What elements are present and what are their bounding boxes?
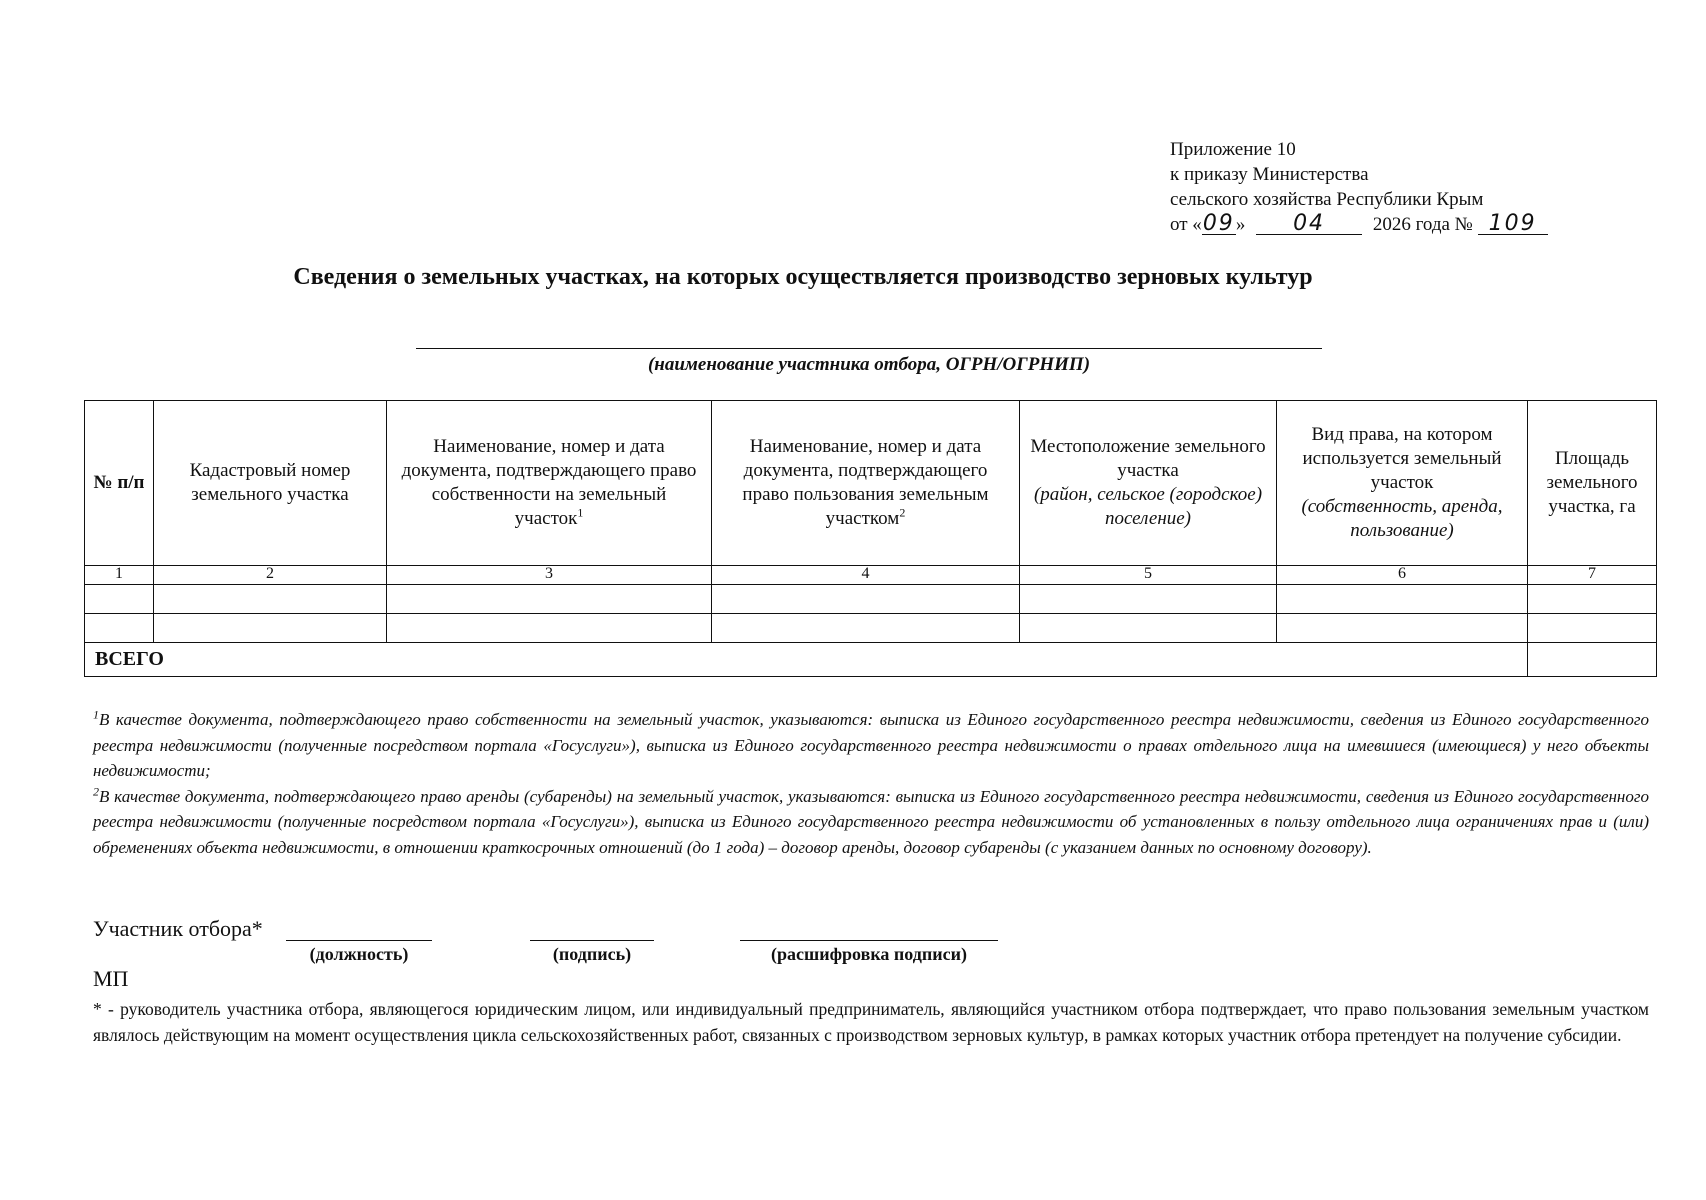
appendix-ministry: сельского хозяйства Республики Крым (1170, 189, 1484, 210)
total-label: ВСЕГО (85, 643, 1528, 677)
column-number: 3 (387, 566, 712, 585)
appendix-order: к приказу Министерства (1170, 164, 1369, 185)
table-row (85, 614, 1657, 643)
column-number: 7 (1528, 566, 1657, 585)
table-cell[interactable] (85, 585, 154, 614)
table-number-row (85, 566, 1657, 585)
header-col-4-text: Наименование, номер и дата документа, подтверждающего право пользования земельным участком (742, 436, 989, 529)
column-number: 4 (712, 566, 1020, 585)
header-col-7: Площадь земельного участка, га (1528, 401, 1657, 566)
order-day: 09 (1202, 211, 1235, 236)
decoding-caption: (расшифровка подписи) (771, 944, 967, 964)
column-number: 1 (85, 566, 154, 585)
position-caption: (должность) (309, 944, 409, 964)
order-number: 109 (1478, 214, 1548, 235)
footnote-2-text: В качестве документа, подтверждающего право аренды (субаренды) на земельный участок, указываются: выписка из Единого государственного реестра недвижимости, сведения из Единого государственного реестра недвижимости (полученные посредством портала «Госуслуги»), выписка из Единого государственного реестра недвижимости об установленных в пользу отдельного лица ограничениях прав и (или) обременениях объекта недвижимости, в отношении краткосрочных отношений (до 1 года) – договор аренды, договор субаренды (с указанием данных по основному договору). (93, 786, 1649, 857)
total-area-cell[interactable] (1528, 643, 1657, 677)
footnote-1-mark: 1 (93, 707, 99, 722)
header-col-3 (387, 401, 712, 566)
decoding-line[interactable] (740, 940, 998, 941)
table-cell[interactable] (712, 585, 1020, 614)
header-col-6 (1277, 401, 1528, 566)
column-number: 6 (1277, 566, 1528, 585)
asterisk-note: * - руководитель участника отбора, являющегося юридическим лицом, или индивидуальный предприниматель, являющийся участником отбора подтверждает, что право пользования земельным участком являлось действующим на момент осуществления цикла сельскохозяйственных работ, связанных с производством зерновых культур, в рамках которых участник отбора претендует на получение субсидии. (93, 999, 1649, 1045)
table-cell[interactable] (1277, 614, 1528, 643)
column-number: 5 (1020, 566, 1277, 585)
header-col-4 (712, 401, 1020, 566)
table-cell[interactable] (1528, 614, 1657, 643)
column-number: 2 (154, 566, 387, 585)
document-title: Сведения о земельных участках, на которых осуществляется производство зерновых культур (293, 264, 1313, 290)
order-year: 2026 года № (1372, 214, 1473, 235)
table-row (85, 585, 1657, 614)
header-col-2: Кадастровый номер земельного участка (154, 401, 387, 566)
date-prefix: от « (1170, 214, 1202, 235)
table-cell[interactable] (1528, 585, 1657, 614)
footnote-mark-1: 1 (577, 505, 584, 520)
signature-caption: (подпись) (552, 944, 632, 964)
table-cell[interactable] (387, 614, 712, 643)
participant-name-line (416, 348, 1322, 349)
footnote-2-mark: 2 (93, 783, 99, 798)
footnote-2 (93, 784, 1649, 861)
header-col-1: № п/п (85, 401, 154, 566)
appendix-date-line (1170, 212, 1548, 237)
signature-label: Участник отбора* (93, 916, 263, 941)
document-title-wrap (0, 264, 1706, 291)
footnote-mark-2: 2 (899, 505, 906, 520)
header-col-3-text: Наименование, номер и дата документа, подтверждающего право собственности на земельный участок (401, 436, 697, 529)
table-cell[interactable] (712, 614, 1020, 643)
table-cell[interactable] (154, 585, 387, 614)
stamp-place: МП (93, 966, 129, 991)
table-cell[interactable] (1277, 585, 1528, 614)
footnote-1 (93, 707, 1649, 784)
header-col-5-text: Местоположение земельного участка (1030, 436, 1266, 481)
table-cell[interactable] (1020, 585, 1277, 614)
footnote-1-text: В качестве документа, подтверждающего право собственности на земельный участок, указываются: выписка из Единого государственного реестра недвижимости, сведения из Единого государственного реестра недвижимости (полученные посредством портала «Госуслуги»), выписка из Единого государственного реестра недвижимости о правах отдельного лица на имевшиеся (имеющиеся) у него объекты недвижимости; (93, 710, 1649, 780)
header-col-5 (1020, 401, 1277, 566)
header-col-6-text: Вид права, на котором используется земельный участок (1302, 424, 1502, 493)
participant-name-caption: (наименование участника отбора, ОГРН/ОГРНИП) (647, 354, 1091, 375)
table-cell[interactable] (387, 585, 712, 614)
position-line[interactable] (286, 940, 432, 941)
header-col-5-note: (район, сельское (городское) поселение) (1033, 484, 1263, 529)
header-col-6-note: (собственность, аренда, пользование) (1301, 496, 1503, 541)
table-header-row (85, 401, 1657, 566)
land-plots-table (84, 400, 1657, 677)
appendix-block (1170, 137, 1548, 237)
table-cell[interactable] (85, 614, 154, 643)
table-total-row (85, 643, 1657, 677)
order-month: 04 (1256, 214, 1362, 235)
signature-line[interactable] (530, 940, 654, 941)
footnotes (93, 707, 1649, 860)
date-close: » (1235, 214, 1246, 235)
table-cell[interactable] (154, 614, 387, 643)
appendix-title: Приложение 10 (1170, 139, 1296, 160)
table-cell[interactable] (1020, 614, 1277, 643)
